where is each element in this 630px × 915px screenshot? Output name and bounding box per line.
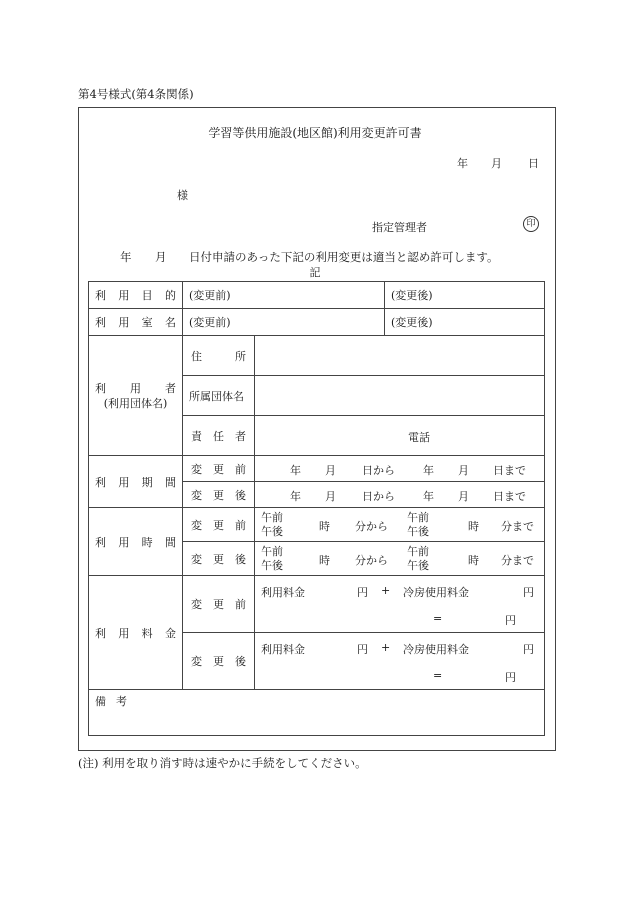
remarks-row <box>89 690 545 736</box>
ki-heading: 記 <box>309 266 321 279</box>
time-before-end-pm: 午後 <box>407 525 429 538</box>
fee-after-label: 変更後 <box>183 633 255 690</box>
fee-after-ac-yen: 円 <box>523 643 534 656</box>
purpose-label: 利用目的 <box>89 282 183 309</box>
issuer-label: 指定管理者 <box>372 221 427 234</box>
time-before-end-am: 午前 <box>407 511 429 524</box>
period-label: 利用期間 <box>89 456 183 508</box>
fee-after-value <box>255 633 545 690</box>
fee-after-equals: = <box>433 669 443 682</box>
time-after-from: 分から <box>355 554 388 567</box>
phone-label: 電話 <box>408 431 430 444</box>
user-label: 利用者 <box>95 381 176 395</box>
period-before-row <box>89 456 545 482</box>
period-before-until: 日まで <box>493 464 526 477</box>
time-after-start-am: 午前 <box>261 545 283 558</box>
fee-before-usage-label: 利用料金 <box>261 586 305 599</box>
issue-date-month: 月 <box>491 157 502 170</box>
fee-after-usage-label: 利用料金 <box>261 643 305 656</box>
period-after-from: 日から <box>362 490 395 503</box>
time-after-start-hour: 時 <box>319 554 330 567</box>
permission-text: 日付申請のあった下記の利用変更は適当と認め許可します。 <box>189 250 499 264</box>
fee-before-total-yen: 円 <box>505 614 516 627</box>
period-after-until: 日まで <box>493 490 526 503</box>
footnote: (注) 利用を取り消す時は速やかに手続をしてください。 <box>78 756 367 770</box>
seal-mark: 印 <box>523 216 539 232</box>
time-before-value <box>255 508 545 542</box>
representative-label: 責任者 <box>183 416 255 456</box>
fee-before-plus: + <box>381 584 391 597</box>
room-row <box>89 309 545 336</box>
time-before-label: 変更前 <box>183 508 255 542</box>
address-value <box>255 336 545 376</box>
fee-before-value <box>255 576 545 633</box>
address-label: 住所 <box>183 336 255 376</box>
period-after-end-year: 年 <box>423 490 434 503</box>
time-before-start-am: 午前 <box>261 511 283 524</box>
period-after-end-month: 月 <box>458 490 469 503</box>
fee-after-total-yen: 円 <box>505 671 516 684</box>
time-before-until: 分まで <box>501 520 534 533</box>
representative-value <box>255 416 545 456</box>
fee-before-ac-yen: 円 <box>523 586 534 599</box>
group-value <box>255 376 545 416</box>
issue-date-year: 年 <box>457 157 468 170</box>
room-label: 利用室名 <box>89 309 183 336</box>
time-label: 利用時間 <box>89 508 183 576</box>
permission-month: 月 <box>155 250 167 264</box>
form-number: 第4号様式(第4条関係) <box>78 87 194 101</box>
period-after-value <box>255 482 545 508</box>
fee-before-ac-label: 冷房使用料金 <box>403 586 469 599</box>
time-after-end-am: 午前 <box>407 545 429 558</box>
fee-before-row <box>89 576 545 633</box>
period-before-start-year: 年 <box>290 464 301 477</box>
issue-date-day: 日 <box>528 157 539 170</box>
time-before-start-hour: 時 <box>319 520 330 533</box>
time-after-until: 分まで <box>501 554 534 567</box>
time-before-start-pm: 午後 <box>261 525 283 538</box>
period-before-start-month: 月 <box>325 464 336 477</box>
period-before-from: 日から <box>362 464 395 477</box>
period-before-end-month: 月 <box>458 464 469 477</box>
user-label-cell <box>89 336 183 456</box>
remarks-cell <box>89 690 545 736</box>
purpose-after: (変更後) <box>385 282 545 309</box>
fee-before-equals: = <box>433 612 443 625</box>
time-after-end-hour: 時 <box>468 554 479 567</box>
time-after-value <box>255 542 545 576</box>
period-after-start-month: 月 <box>325 490 336 503</box>
purpose-before: (変更前) <box>183 282 385 309</box>
fee-before-usage-yen: 円 <box>357 586 368 599</box>
period-before-value <box>255 456 545 482</box>
time-before-row <box>89 508 545 542</box>
application-table <box>88 281 545 736</box>
user-address-row <box>89 336 545 376</box>
time-after-start-pm: 午後 <box>261 559 283 572</box>
addressee-suffix: 様 <box>177 189 188 202</box>
period-after-label: 変更後 <box>183 482 255 508</box>
fee-after-ac-label: 冷房使用料金 <box>403 643 469 656</box>
fee-after-usage-yen: 円 <box>357 643 368 656</box>
period-before-label: 変更前 <box>183 456 255 482</box>
room-after: (変更後) <box>385 309 545 336</box>
purpose-row <box>89 282 545 309</box>
period-after-start-year: 年 <box>290 490 301 503</box>
permission-year: 年 <box>120 250 132 264</box>
remarks-label: 備考 <box>95 695 137 708</box>
group-label: 所属団体名 <box>183 376 255 416</box>
room-before: (変更前) <box>183 309 385 336</box>
user-sublabel: (利用団体名) <box>103 396 168 410</box>
period-before-end-year: 年 <box>423 464 434 477</box>
fee-before-label: 変更前 <box>183 576 255 633</box>
time-after-end-pm: 午後 <box>407 559 429 572</box>
fee-label: 利用料金 <box>89 576 183 690</box>
document-title: 学習等供用施設(地区館)利用変更許可書 <box>208 126 422 140</box>
fee-after-plus: + <box>381 641 391 654</box>
time-before-end-hour: 時 <box>468 520 479 533</box>
time-before-from: 分から <box>355 520 388 533</box>
time-after-label: 変更後 <box>183 542 255 576</box>
